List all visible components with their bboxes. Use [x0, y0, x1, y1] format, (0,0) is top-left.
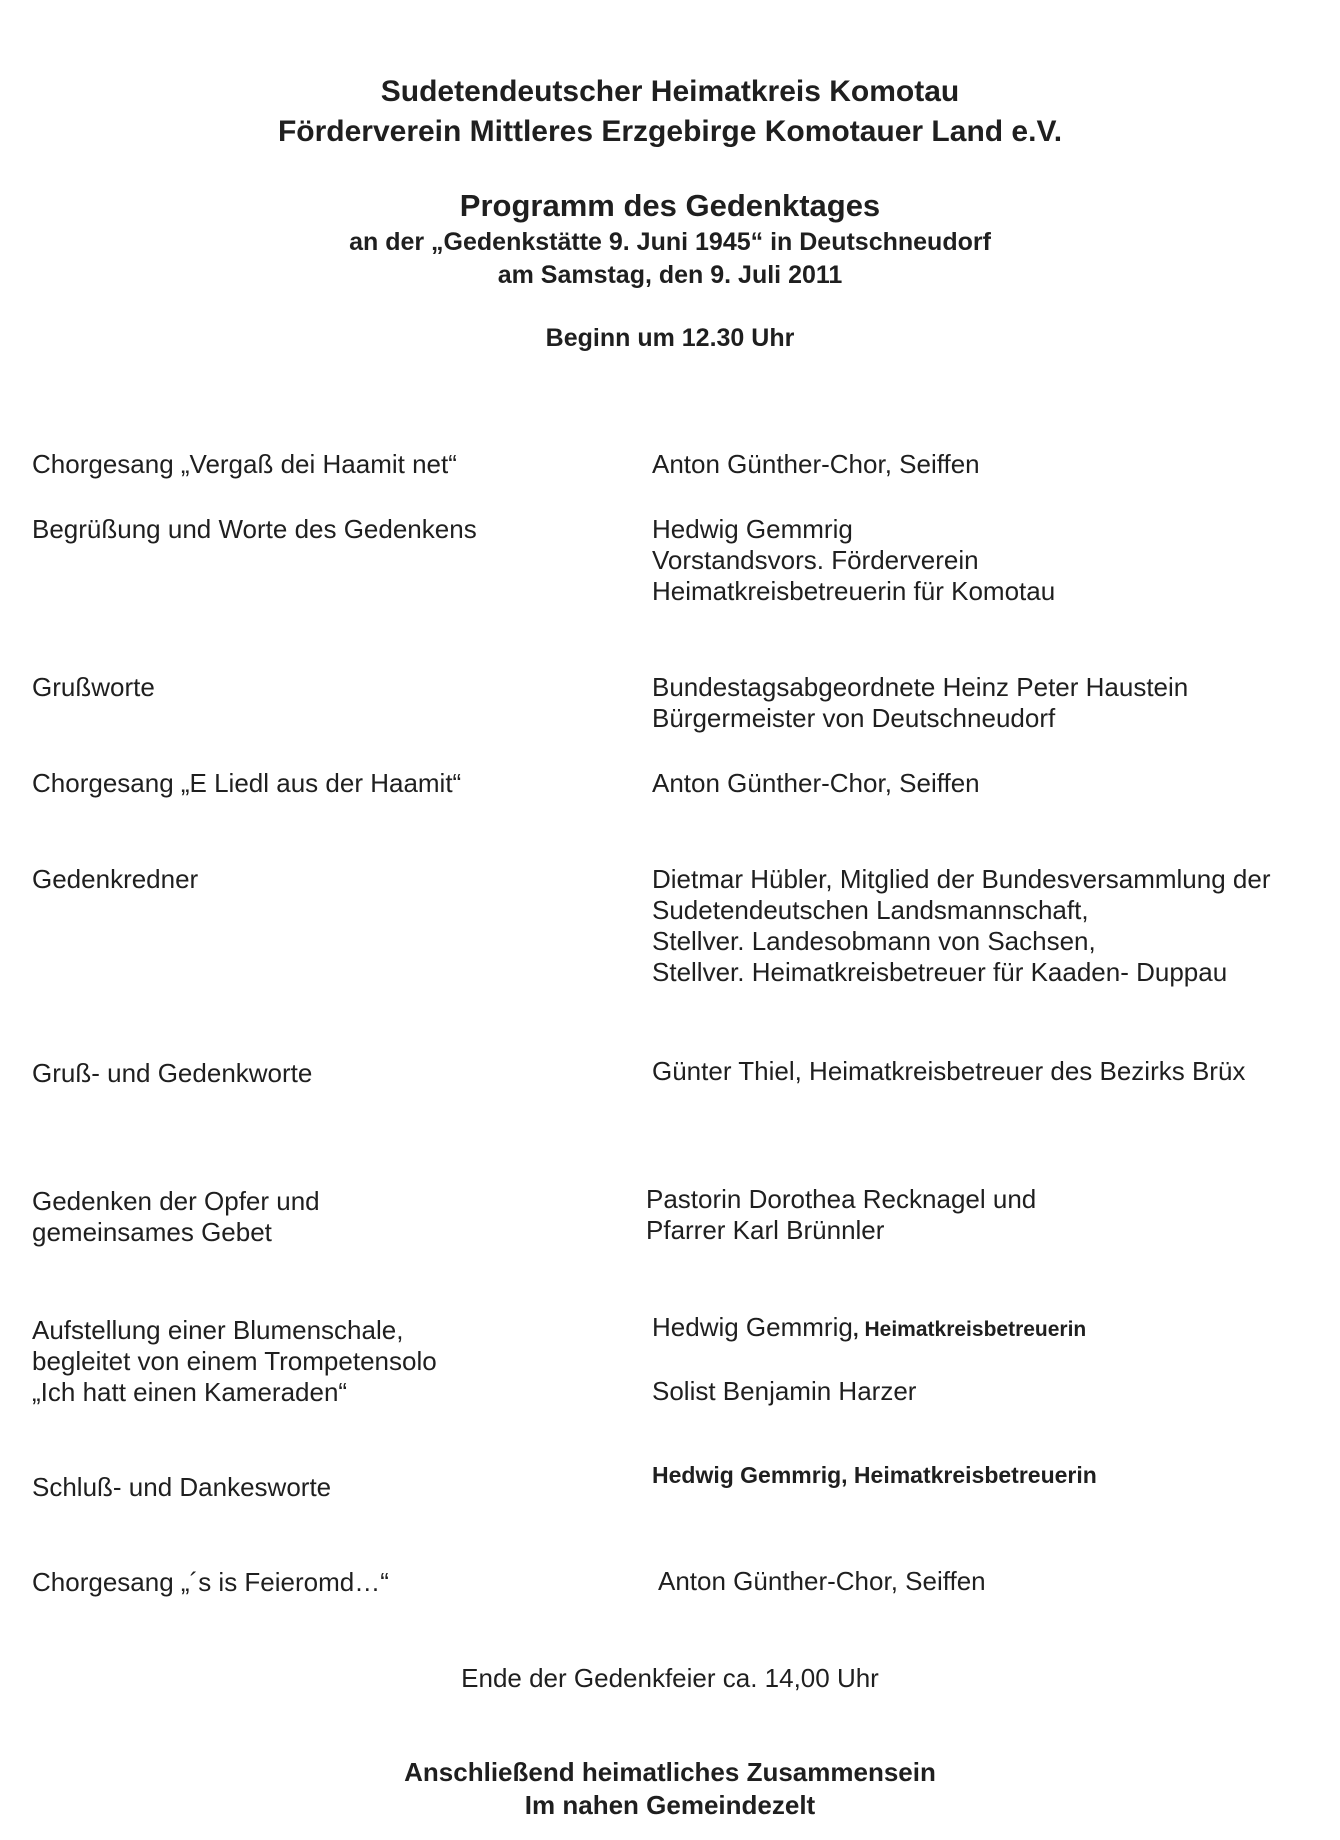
performer-text [652, 1312, 1332, 1345]
program-item-text: begleitet von einem Trompetensolo [32, 1346, 437, 1376]
program-item-5 [32, 864, 632, 895]
program-performer-1 [652, 449, 1332, 480]
performer-text: Dietmar Hübler, Mitglied der Bundesversammlung der [652, 864, 1271, 894]
closing-line-2: Im nahen Gemeindezelt [524, 1790, 816, 1820]
performer-text: Bundestagsabgeordnete Heinz Peter Haustein [652, 672, 1189, 702]
program-item-text: Aufstellung einer Blumenschale, [32, 1315, 404, 1345]
program-item-10 [32, 1567, 632, 1598]
program-item-text: Begrüßung und Worte des Gedenkens [32, 514, 477, 544]
program-performer-2 [652, 514, 1332, 607]
program-performer-8 [652, 1312, 1332, 1407]
program-item-7 [32, 1186, 632, 1248]
performer-text: Pfarrer Karl Brünnler [646, 1215, 885, 1245]
performer-text: Pastorin Dorothea Recknagel und [646, 1184, 1037, 1214]
program-performer-4 [652, 768, 1332, 799]
performer-text: Anton Günther-Chor, Seiffen [652, 768, 980, 798]
end-time: Ende der Gedenkfeier ca. 14,00 Uhr [461, 1663, 879, 1693]
program-item-9 [32, 1472, 632, 1503]
program-performer-6 [652, 1056, 1332, 1087]
program-performer-7 [646, 1184, 1326, 1246]
program-performer-3 [652, 672, 1332, 734]
performer-text: Sudetendeutschen Landsmannschaft, [652, 895, 1089, 925]
program-performer-9 [652, 1460, 1332, 1491]
program-item-text: „Ich hatt einen Kameraden“ [32, 1377, 348, 1407]
program-item-1 [32, 449, 632, 480]
performer-text: Anton Günther-Chor, Seiffen [658, 1566, 986, 1596]
performer-text: Günter Thiel, Heimatkreisbetreuer des Bezirks Brüx [652, 1056, 1246, 1086]
program-item-text: Gedenken der Opfer und [32, 1186, 320, 1216]
performer-text: Anton Günther-Chor, Seiffen [652, 449, 980, 479]
program-performer-5 [652, 864, 1332, 988]
event-location: an der „Gedenkstätte 9. Juni 1945“ in Deutschneudorf [349, 228, 991, 256]
org-heading-2: Förderverein Mittleres Erzgebirge Komotauer Land e.V. [277, 115, 1063, 148]
performer-text: Bürgermeister von Deutschneudorf [652, 703, 1056, 733]
program-item-4 [32, 768, 632, 799]
performer-text: Stellver. Heimatkreisbetreuer für Kaaden- Duppau [652, 957, 1228, 987]
performer-text: Hedwig Gemmrig, Heimatkreisbetreuerin [652, 1462, 1097, 1488]
closing-line-1: Anschließend heimatliches Zusammensein [404, 1757, 936, 1787]
program-item-text: Schluß- und Dankesworte [32, 1472, 332, 1502]
program-item-text: gemeinsames Gebet [32, 1217, 272, 1247]
program-item-text: Chorgesang „Vergaß dei Haamit net“ [32, 449, 457, 479]
start-time: Beginn um 12.30 Uhr [545, 324, 795, 352]
performer-text: Stellver. Landesobmann von Sachsen, [652, 926, 1096, 956]
program-item-2 [32, 514, 632, 545]
program-item-3 [32, 672, 632, 703]
program-item-text: Grußworte [32, 672, 155, 702]
program-item-text: Chorgesang „´s is Feieromd…“ [32, 1567, 389, 1597]
event-date: am Samstag, den 9. Juli 2011 [497, 261, 843, 289]
program-item-text: Gruß- und Gedenkworte [32, 1058, 313, 1088]
performer-text: Heimatkreisbetreuerin für Komotau [652, 576, 1056, 606]
performer-text: Solist Benjamin Harzer [652, 1376, 917, 1406]
program-performer-10 [658, 1566, 1338, 1597]
performer-role: , Heimatkreisbetreuerin [852, 1318, 1087, 1341]
performer-text: Hedwig Gemmrig [652, 514, 853, 544]
program-item-6 [32, 1058, 632, 1089]
page-title: Programm des Gedenktages [459, 188, 881, 223]
org-heading-1: Sudetendeutscher Heimatkreis Komotau [380, 75, 960, 108]
program-item-text: Gedenkredner [32, 864, 199, 894]
program-item-text: Chorgesang „E Liedl aus der Haamit“ [32, 768, 462, 798]
performer-name: Hedwig Gemmrig [652, 1312, 853, 1342]
program-item-8 [32, 1315, 632, 1408]
performer-text: Vorstandsvors. Förderverein [652, 545, 979, 575]
